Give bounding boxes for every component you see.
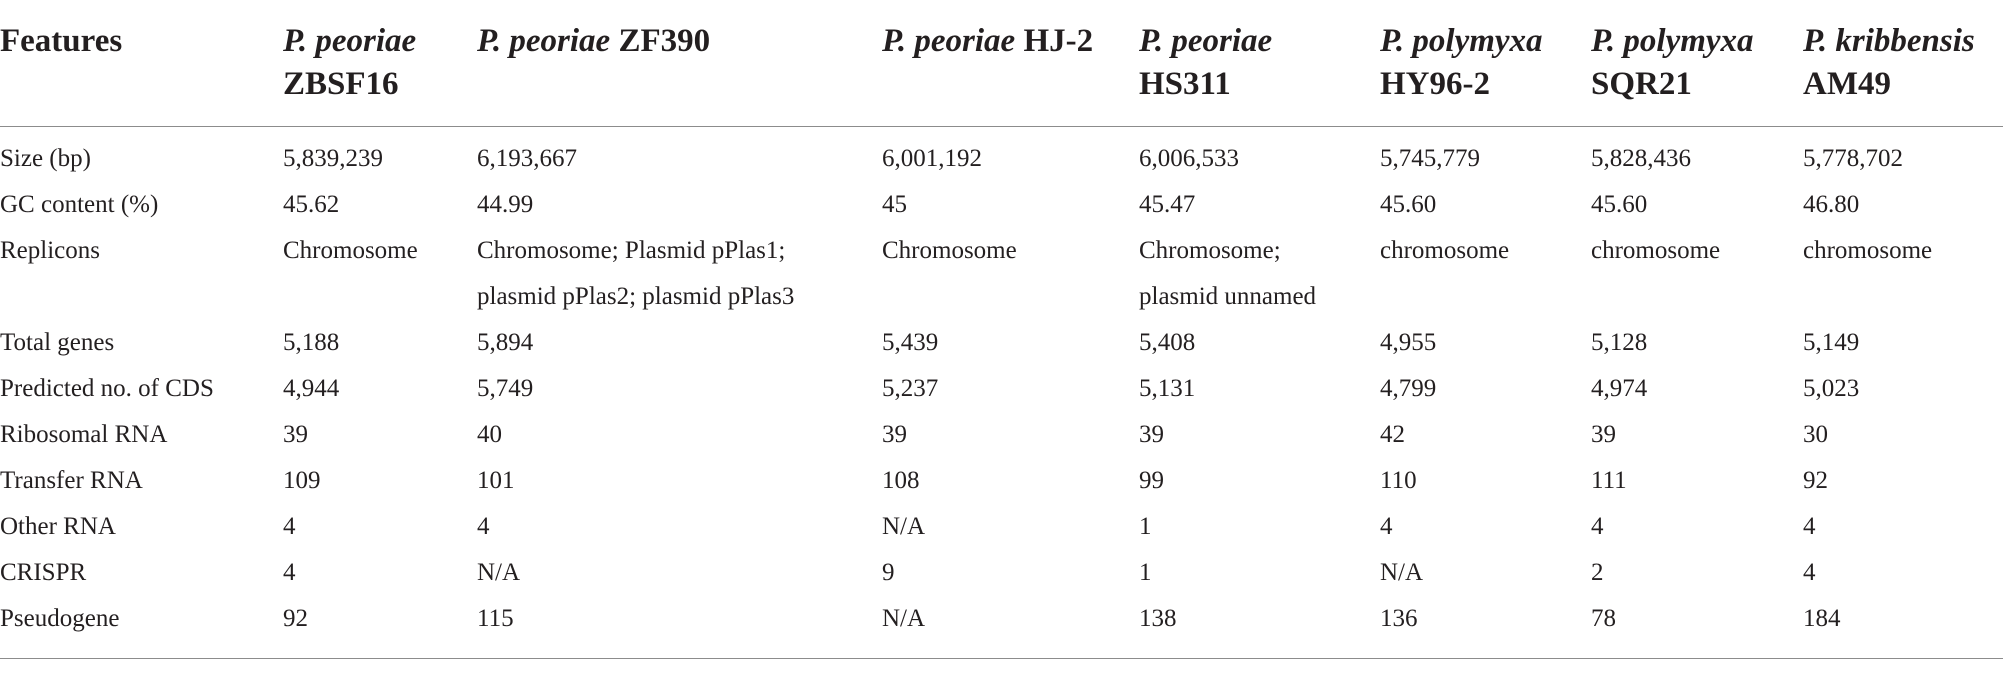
- species-name: P. peoriae: [477, 23, 611, 59]
- table-cell: chromosome: [1803, 237, 1933, 264]
- row-feature-label: Total genes: [0, 329, 115, 356]
- table-row: [0, 550, 2003, 596]
- table-cell: 30: [1803, 421, 1828, 448]
- row-feature-label: Size (bp): [0, 145, 91, 172]
- table-row: [0, 596, 2003, 659]
- row-feature-label: Other RNA: [0, 513, 116, 540]
- table-header: [0, 0, 2003, 127]
- strain-name: SQR21: [1591, 66, 1692, 102]
- table-row: [0, 412, 2003, 458]
- row-feature-label: Transfer RNA: [0, 467, 143, 494]
- strain-name: ZBSF16: [283, 66, 399, 102]
- table-cell: 4,799: [1380, 375, 1437, 402]
- table-cell: 45.60: [1591, 191, 1648, 218]
- header-hy96-2: [1380, 0, 1591, 127]
- table-cell: 5,439: [882, 329, 939, 356]
- strain-name: HY96-2: [1380, 66, 1490, 102]
- table-cell: 2: [1591, 559, 1604, 586]
- table-cell: Chromosome: [283, 237, 418, 264]
- table-cell: 45.47: [1139, 191, 1196, 218]
- species-name: P. kribbensis: [1803, 23, 1975, 59]
- table-cell: 5,745,779: [1380, 145, 1480, 172]
- table-cell: N/A: [477, 559, 521, 586]
- strain-name: HJ-2: [1023, 23, 1094, 59]
- header-hj2: [882, 0, 1139, 127]
- table-cell: 5,128: [1591, 329, 1648, 356]
- table-cell: 5,023: [1803, 375, 1860, 402]
- table-body: [0, 127, 2003, 659]
- table-cell: 5,149: [1803, 329, 1860, 356]
- table-cell: 6,193,667: [477, 145, 577, 172]
- species-name: P. peoriae: [283, 23, 417, 59]
- table-row: [0, 458, 2003, 504]
- table-cell: 108: [882, 467, 920, 494]
- table-cell: 5,894: [477, 329, 534, 356]
- header-features: [0, 0, 283, 127]
- table-cell: 5,778,702: [1803, 145, 1903, 172]
- header-zf390: [477, 0, 882, 127]
- table-cell: 4: [1803, 513, 1816, 540]
- table-cell: 40: [477, 421, 502, 448]
- table-cell: 92: [283, 596, 477, 659]
- table-cell: 111: [1591, 467, 1627, 494]
- table-cell: 4: [477, 513, 490, 540]
- table-cell: 39: [882, 421, 907, 448]
- table-cell: 138: [1139, 596, 1380, 659]
- table-cell: 4,974: [1591, 375, 1648, 402]
- table-cell: 101: [477, 467, 515, 494]
- table-cell: 4: [1380, 513, 1393, 540]
- strain-name: AM49: [1803, 66, 1891, 102]
- table-cell: N/A: [1380, 559, 1424, 586]
- strain-name: ZF390: [618, 23, 711, 59]
- table-cell: 39: [1591, 421, 1616, 448]
- table-cell: 1: [1139, 513, 1152, 540]
- table-cell: Chromosome: [882, 237, 1017, 264]
- row-feature-label: Ribosomal RNA: [0, 421, 168, 448]
- table-row: [0, 366, 2003, 412]
- species-name: P. peoriae: [882, 23, 1016, 59]
- table-cell: 110: [1380, 467, 1417, 494]
- table-cell: 99: [1139, 467, 1164, 494]
- table-cell: Chromosome; plasmid unnamed: [1139, 237, 1317, 310]
- table-cell: 45.62: [283, 191, 340, 218]
- strain-name: HS311: [1139, 66, 1231, 102]
- table-cell: N/A: [882, 513, 926, 540]
- table-cell: 9: [882, 559, 895, 586]
- table-cell: 4: [283, 513, 296, 540]
- row-feature-label: Replicons: [0, 237, 100, 264]
- table-cell: 39: [283, 421, 308, 448]
- table-cell: 5,131: [1139, 375, 1196, 402]
- table-cell: 6,006,533: [1139, 145, 1239, 172]
- table-cell: 4: [1803, 559, 1816, 586]
- table-cell: 4,955: [1380, 329, 1437, 356]
- species-name: P. polymyxa: [1591, 23, 1754, 59]
- table-cell: 5,749: [477, 375, 534, 402]
- header-row: [0, 0, 2003, 127]
- header-hs311: [1139, 0, 1380, 127]
- table-cell: chromosome: [1380, 237, 1510, 264]
- table-cell: 5,188: [283, 329, 340, 356]
- table-row: [0, 228, 2003, 320]
- table-cell: 6,001,192: [882, 145, 982, 172]
- table-cell: 136: [1380, 596, 1591, 659]
- header-sqr21: [1591, 0, 1803, 127]
- table-row: [0, 320, 2003, 366]
- species-name: P. peoriae: [1139, 23, 1273, 59]
- header-zbsf16: [283, 0, 477, 127]
- table-cell: 45: [882, 191, 907, 218]
- table-cell: 4: [1591, 513, 1604, 540]
- row-feature-label: CRISPR: [0, 559, 87, 586]
- table-cell: 4,944: [283, 375, 340, 402]
- table-row: [0, 182, 2003, 228]
- table-cell: 78: [1591, 596, 1803, 659]
- table-cell: Chromosome; Plasmid pPlas1; plasmid pPlas2; plasmid pPlas3: [477, 237, 795, 310]
- table-cell: 5,839,239: [283, 145, 383, 172]
- table-cell: 5,237: [882, 375, 939, 402]
- table-cell: 44.99: [477, 191, 534, 218]
- table-cell: 115: [477, 596, 882, 659]
- table-cell: 4: [283, 559, 296, 586]
- row-feature-label: GC content (%): [0, 191, 159, 218]
- table-cell: 5,828,436: [1591, 145, 1691, 172]
- species-name: P. polymyxa: [1380, 23, 1543, 59]
- table-cell: 42: [1380, 421, 1405, 448]
- table-cell: chromosome: [1591, 237, 1721, 264]
- table-row: [0, 504, 2003, 550]
- table-cell: N/A: [882, 596, 1139, 659]
- table-cell: 1: [1139, 559, 1152, 586]
- row-feature-label: Pseudogene: [0, 596, 283, 659]
- header-am49: [1803, 0, 2003, 127]
- header-label: Features: [0, 23, 123, 59]
- table-cell: 45.60: [1380, 191, 1437, 218]
- table-cell: 39: [1139, 421, 1164, 448]
- row-feature-label: Predicted no. of CDS: [0, 375, 214, 402]
- table-row: [0, 127, 2003, 183]
- table-cell: 92: [1803, 467, 1828, 494]
- table-cell: 109: [283, 467, 321, 494]
- table-cell: 46.80: [1803, 191, 1860, 218]
- table-cell: 5,408: [1139, 329, 1196, 356]
- table-cell: 184: [1803, 596, 2003, 659]
